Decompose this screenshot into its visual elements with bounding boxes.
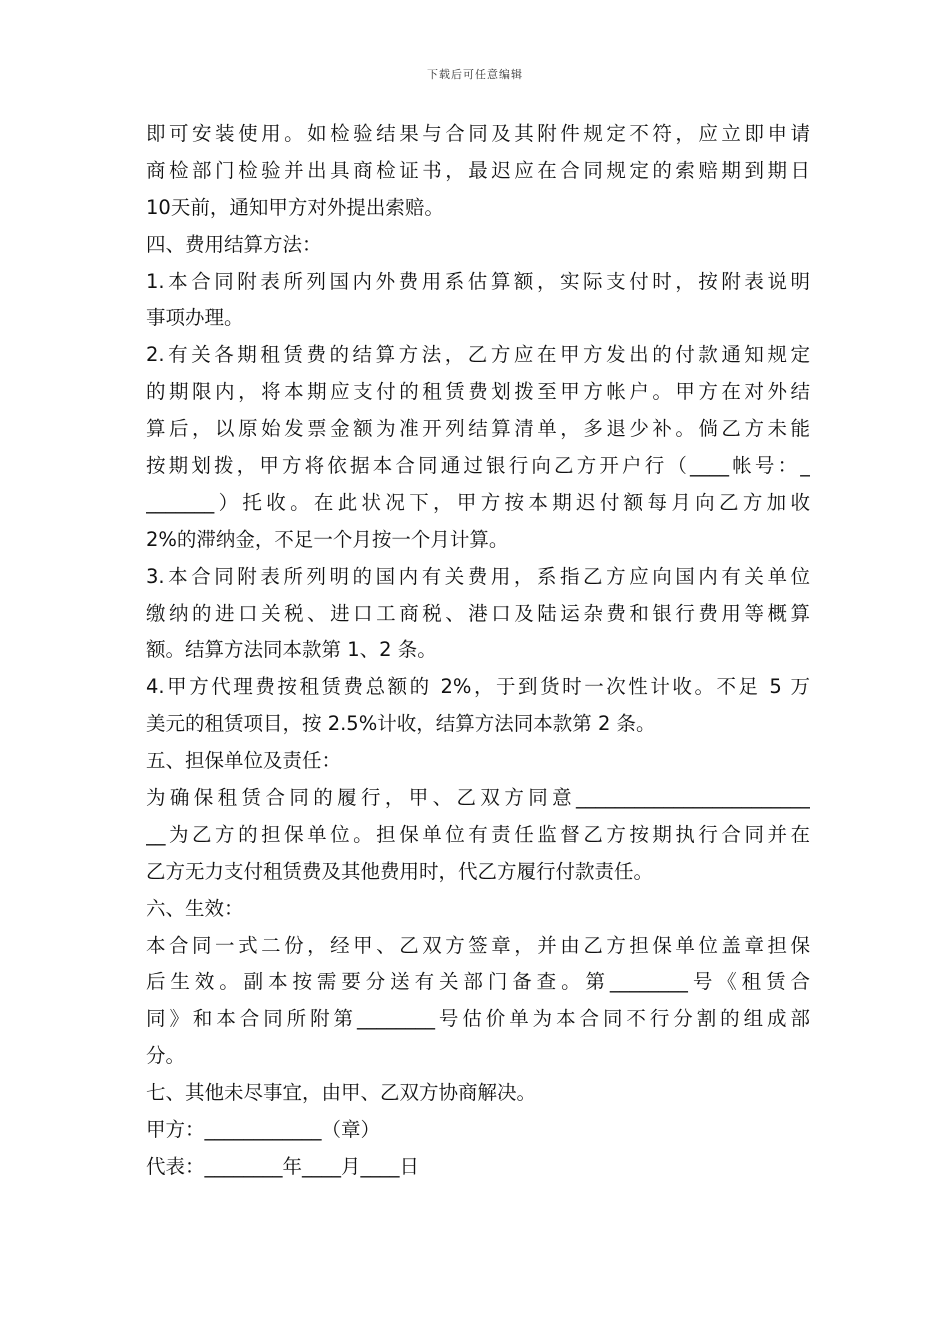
- text-line: 分。: [146, 1044, 186, 1068]
- section-heading: 六、生效：: [146, 896, 244, 920]
- text-line: 2%的滞纳金，不足一个月按一个月计算。: [146, 527, 509, 551]
- text-line: 算后，以原始发票金额为准开列结算清单，多退少补。倘乙方未能: [146, 417, 810, 441]
- text-line: 1.本合同附表所列国内外费用系估算额，实际支付时，按附表说明: [146, 269, 810, 293]
- section-heading: 四、费用结算方法：: [146, 232, 322, 256]
- text-line: 10天前，通知甲方对外提出索赔。: [146, 195, 444, 219]
- text-line: 后生效。副本按需要分送有关部门备查。第________号《租赁合: [146, 970, 810, 994]
- text-line: 按期划拨，甲方将依据本合同通过银行向乙方开户行（____帐号：_: [146, 454, 810, 478]
- text-line: __为乙方的担保单位。担保单位有责任监督乙方按期执行合同并在: [146, 822, 810, 846]
- text-line: 乙方无力支付租赁费及其他费用时，代乙方履行付款责任。: [146, 859, 654, 883]
- text-line: 3.本合同附表所列明的国内有关费用，系指乙方应向国内有关单位: [146, 564, 810, 588]
- section-heading: 七、其他未尽事宜，由甲、乙双方协商解决。: [146, 1081, 537, 1105]
- page-header-note: 下载后可任意编辑: [427, 68, 523, 81]
- text-line: _______）托收。在此状况下，甲方按本期迟付额每月向乙方加收: [146, 490, 810, 514]
- text-line: 同》和本合同所附第________号估价单为本合同不行分割的组成部: [146, 1007, 810, 1031]
- text-line: 美元的租赁项目，按 2.5%计收，结算方法同本款第 2 条。: [146, 712, 656, 736]
- text-line: 本合同一式二份，经甲、乙双方签章，并由乙方担保单位盖章担保: [146, 933, 810, 957]
- text-line: 的期限内，将本期应支付的租赁费划拨至甲方帐户。甲方在对外结: [146, 380, 810, 404]
- text-line: 4.甲方代理费按租赁费总额的 2%，于到货时一次性计收。不足 5 万: [146, 675, 810, 699]
- text-line: 为确保租赁合同的履行，甲、乙双方同意________________________: [146, 786, 810, 810]
- text-line: 额。结算方法同本款第 1、2 条。: [146, 638, 437, 662]
- text-line: 事项办理。: [146, 306, 244, 330]
- text-line: 缴纳的进口关税、进口工商税、港口及陆运杂费和银行费用等概算: [146, 601, 810, 625]
- section-heading: 五、担保单位及责任：: [146, 749, 342, 773]
- signature-party-a: 甲方：____________（章）: [146, 1118, 381, 1142]
- text-line: 2.有关各期租赁费的结算方法，乙方应在甲方发出的付款通知规定: [146, 343, 810, 367]
- document-body: [146, 116, 810, 1186]
- signature-representative-date: 代表：________年____月____日: [146, 1154, 420, 1178]
- text-line: 即可安装使用。如检验结果与合同及其附件规定不符，应立即申请: [146, 122, 810, 145]
- text-line: 商检部门检验并出具商检证书，最迟应在合同规定的索赔期到期日: [146, 158, 810, 182]
